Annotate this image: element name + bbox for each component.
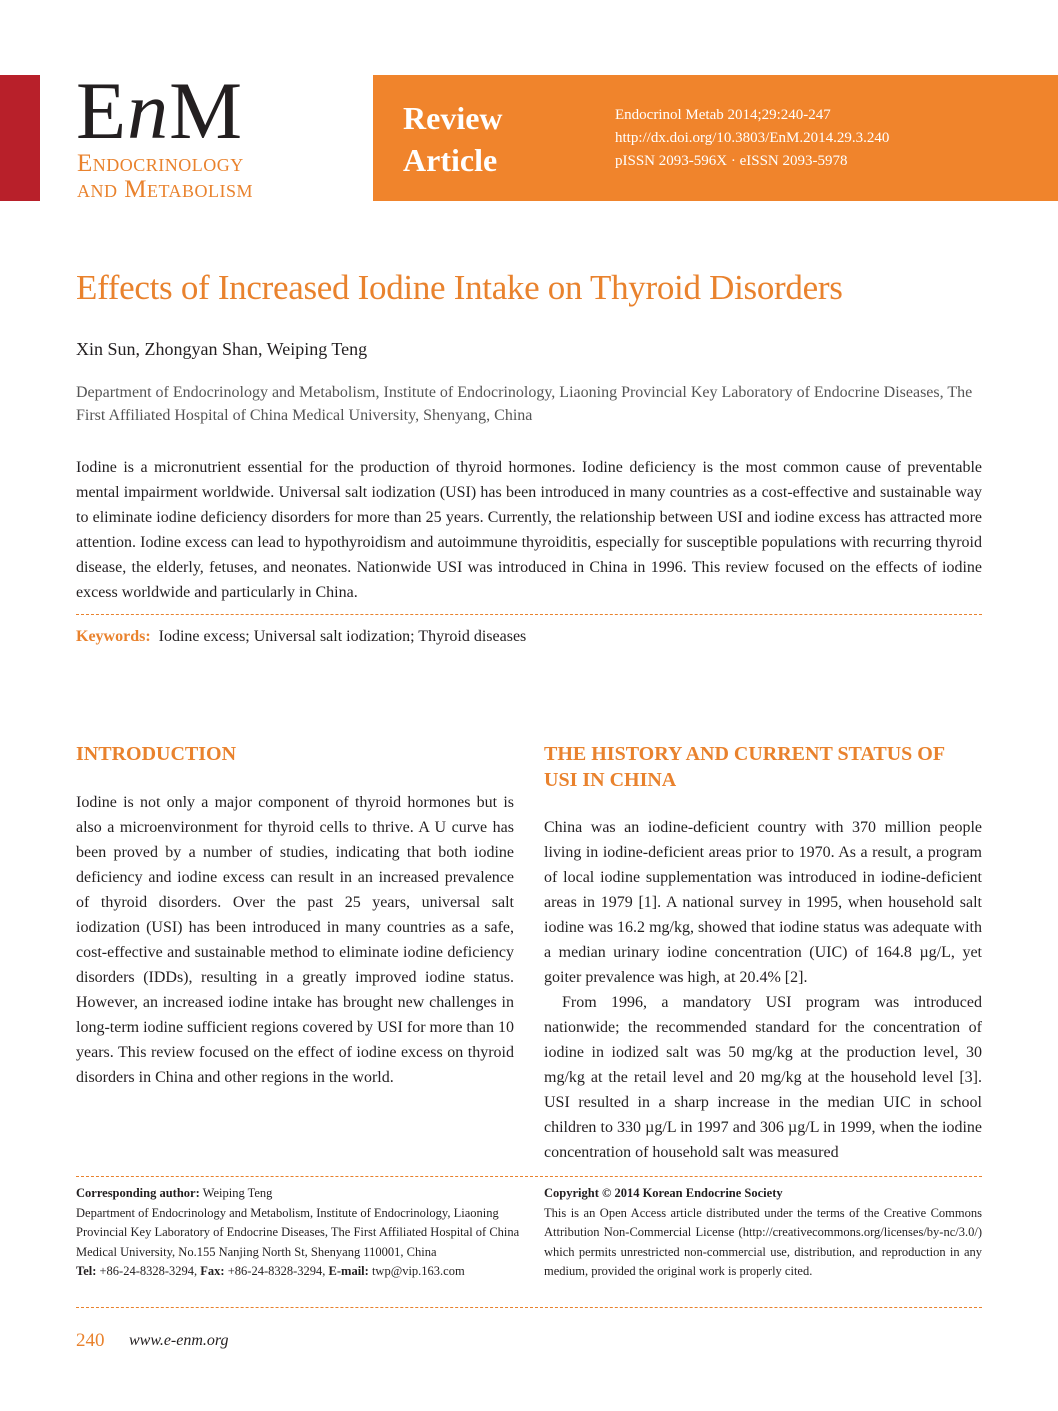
email-link[interactable]: twp@vip.163.com bbox=[371, 1264, 465, 1278]
introduction-paragraph: Iodine is not only a major component of thyroid hormones but is also a microenvironment for thyroid cells to thrive. A U curve has been proved by a number of studies, indicating that both iodine deficiency and iodine excess can result in an increased prevalence of thyroid disorders. Over the past 25 years, universal salt iodization (USI) has been introduced in many countries as a safe, cost-effective and sustainable method to eliminate iodine deficiency disorders (IDDs), resulting in a greatly improved iodine status. However, an increased iodine intake has brought new challenges in long-term iodine sufficient regions covered by USI for more than 10 years. This review focused on the effect of iodine excess on thyroid disorders in China and other regions in the world. bbox=[76, 794, 514, 1086]
journal-citation: Endocrinol Metab 2014;29:240-247 bbox=[615, 107, 831, 123]
article-affiliation: Department of Endocrinology and Metabolism, Institute of Endocrinology, Liaoning Provincial Key Laboratory of Endocrine Diseases, The First Affiliated Hospital of China Medical University, Shenyang, China bbox=[76, 384, 973, 424]
journal-issn: pISSN 2093-596X · eISSN 2093-5978 bbox=[615, 153, 848, 169]
header-red-bar bbox=[0, 75, 40, 201]
copyright-block bbox=[544, 1184, 982, 1282]
journal-doi-link[interactable]: http://dx.doi.org/10.3803/EnM.2014.29.3.240 bbox=[615, 130, 890, 146]
history-heading bbox=[544, 741, 982, 793]
logo-letter-m: M bbox=[169, 65, 244, 156]
journal-website-link[interactable]: www.e-enm.org bbox=[129, 1332, 229, 1349]
logo-letter-e: E bbox=[76, 65, 128, 156]
introduction-heading: INTRODUCTION bbox=[76, 743, 237, 765]
history-heading-line1: THE HISTORY AND CURRENT STATUS OF bbox=[544, 743, 946, 765]
corresponding-author-contact bbox=[76, 1262, 528, 1282]
tel-label: Tel: bbox=[76, 1264, 97, 1278]
corresponding-author-line bbox=[76, 1184, 528, 1204]
corresponding-author-address: Department of Endocrinology and Metabolism, Institute of Endocrinology, Liaoning Provincial Key Laboratory of Endocrine Diseases, The First Affiliated Hospital of China Medical University, No.155 Nanjing North St, Shenyang 110001, China bbox=[76, 1205, 520, 1259]
copyright-title: Copyright © 2014 Korean Endocrine Society bbox=[544, 1186, 783, 1200]
article-title: Effects of Increased Iodine Intake on Thyroid Disorders bbox=[76, 268, 843, 307]
footer-divider-bottom bbox=[76, 1307, 982, 1308]
article-type-line2: Article bbox=[403, 142, 498, 178]
abstract-divider bbox=[76, 614, 982, 615]
article-authors: Xin Sun, Zhongyan Shan, Weiping Teng bbox=[76, 339, 368, 359]
keywords-line bbox=[76, 626, 526, 648]
journal-logo bbox=[76, 65, 244, 156]
journal-info bbox=[615, 104, 889, 173]
keywords-text: Iodine excess; Universal salt iodization; Thyroid diseases bbox=[158, 628, 527, 645]
email-label: E-mail: bbox=[328, 1264, 369, 1278]
logo-subtitle-line1: Endocrinology bbox=[77, 150, 244, 177]
footer-divider-top bbox=[76, 1176, 982, 1177]
history-paragraph-2: From 1996, a mandatory USI program was introduced nationwide; the recommended standard for the concentration of iodine in iodized salt was 50 mg/kg at the production level, 30 mg/kg at the retail level and 20 mg/kg at the household level [3]. USI resulted in a sharp increase in the median UIC in school children to 330 µg/L in 1997 and 306 µg/L in 1999, when the iodine concentration of household salt was measured bbox=[544, 994, 982, 1161]
article-type-label bbox=[403, 97, 503, 181]
logo-subtitle-line2: and Metabolism bbox=[77, 176, 254, 203]
history-body bbox=[544, 815, 982, 1165]
article-type-line1: Review bbox=[403, 100, 503, 136]
introduction-body bbox=[76, 790, 514, 1090]
tel-value: +86-24-8328-3294, bbox=[99, 1264, 198, 1278]
corresponding-author-block bbox=[76, 1184, 528, 1282]
corresponding-author-name: Weiping Teng bbox=[202, 1186, 273, 1200]
page-number: 240 bbox=[76, 1330, 105, 1351]
article-abstract: Iodine is a micronutrient essential for the production of thyroid hormones. Iodine deficiency is the most common cause of preventable mental impairment worldwide. Universal salt iodization (USI) has been introduced in many countries as a cost-effective and sustainable way to eliminate iodine deficiency disorders for more than 25 years. Currently, the relationship between USI and iodine excess has attracted more attention. Iodine excess can lead to hypothyroidism and autoimmune thyroiditis, especially for susceptible populations with recurring thyroid disease, the elderly, fetuses, and neonates. Nationwide USI was introduced in China in 1996. This review focused on the effects of iodine excess worldwide and particularly in China. bbox=[76, 459, 982, 601]
history-heading-line2: USI IN CHINA bbox=[544, 769, 677, 791]
corresponding-author-label: Corresponding author: bbox=[76, 1186, 200, 1200]
history-paragraph-1: China was an iodine-deficient country with 370 million people living in iodine-deficient areas prior to 1970. As a result, a program of local iodine supplementation was introduced in iodine-deficient areas in 1979 [1]. A national survey in 1995, when household salt iodine was 16.2 mg/kg, showed that iodine status was adequate with a median urinary iodine concentration (UIC) of 164.8 µg/L, yet goiter prevalence was high, at 20.4% [2]. bbox=[544, 819, 982, 986]
fax-label: Fax: bbox=[200, 1264, 225, 1278]
copyright-text: This is an Open Access article distributed under the terms of the Creative Commons Attribution Non-Commercial License (http://creativecommons.org/licenses/by-nc/3.0/) which permits unrestricted non-commercial use, distribution, and reproduction in any medium, provided the original work is properly cited. bbox=[544, 1205, 982, 1278]
keywords-label: Keywords: bbox=[76, 628, 151, 645]
fax-value: +86-24-8328-3294, bbox=[227, 1264, 326, 1278]
logo-letter-n: n bbox=[127, 65, 170, 156]
